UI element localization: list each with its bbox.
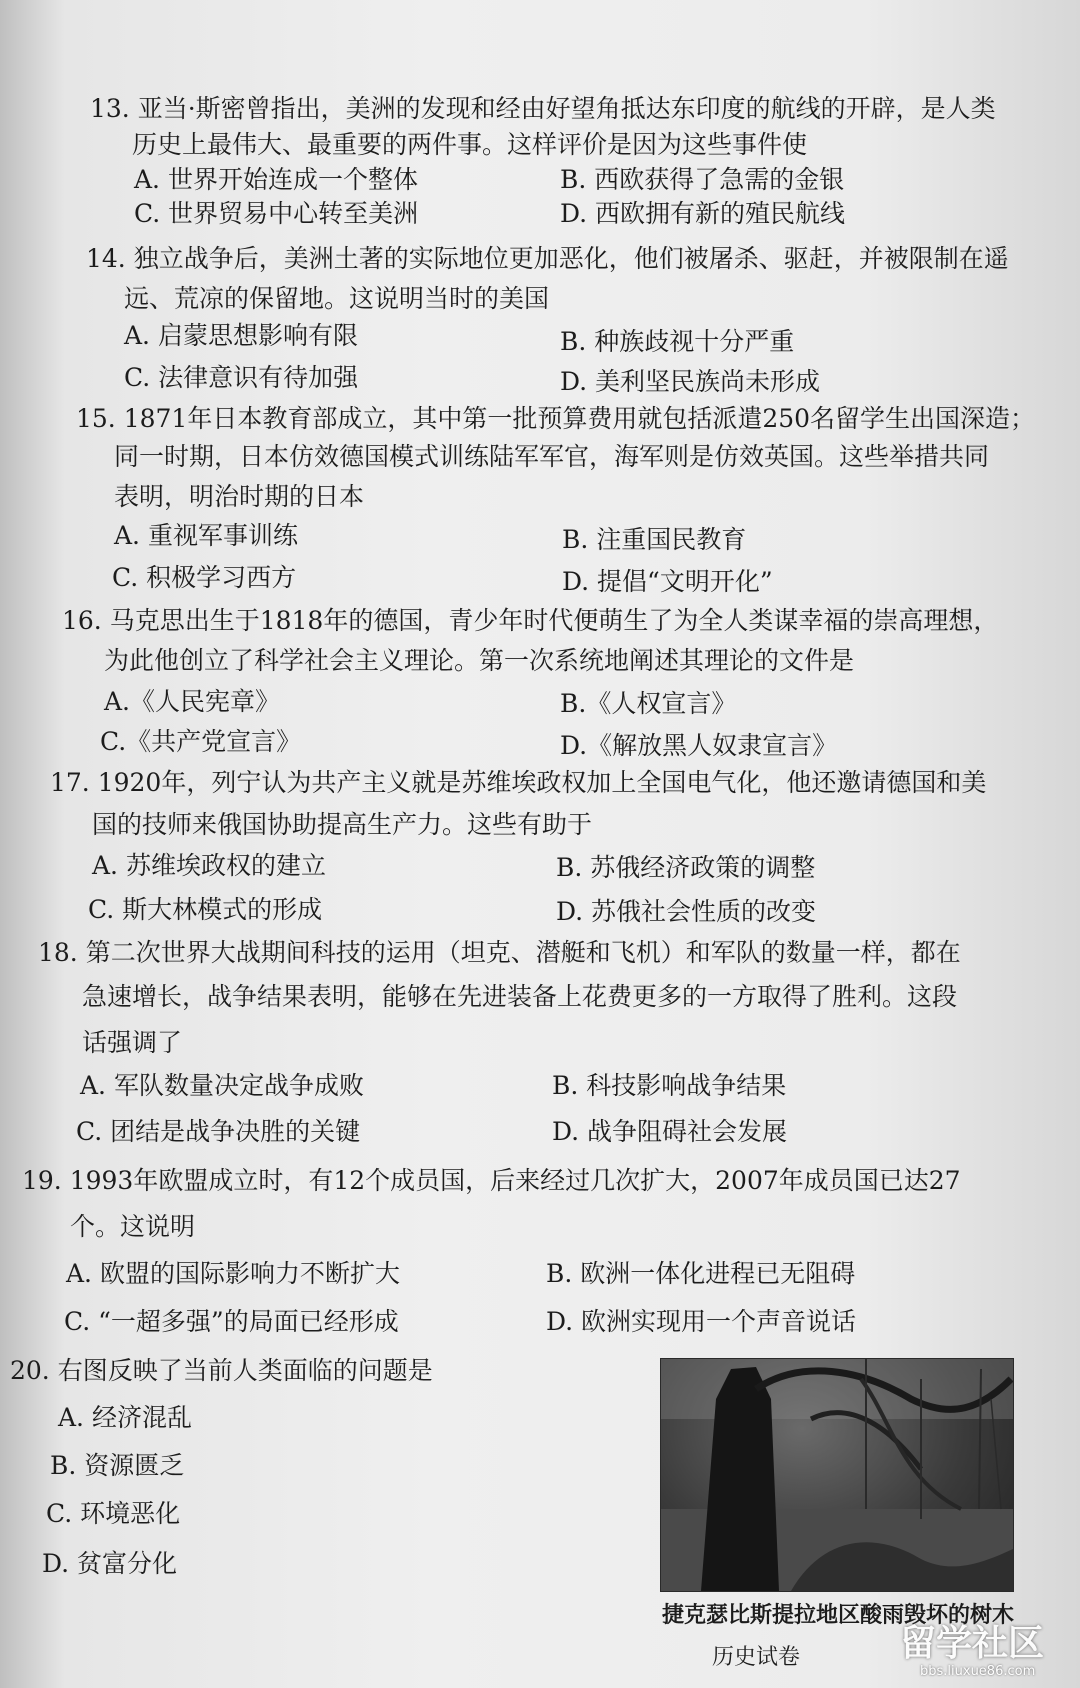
question-15-stem-line-3: 表明，明治时期的日本: [114, 482, 365, 511]
question-16-stem-line-1: 16. 马克思出生于1818年的德国，青少年时代便萌生了为全人类谋幸福的崇高理想，: [62, 606, 999, 635]
question-13-option-c: C. 世界贸易中心转至美洲: [134, 199, 419, 228]
question-17-option-a: A. 苏维埃政权的建立: [92, 851, 326, 880]
question-16-option-d: D.《解放黑人奴隶宣言》: [560, 731, 838, 760]
question-16-option-b: B.《人权宣言》: [560, 689, 737, 718]
question-20-option-c: C. 环境恶化: [46, 1499, 181, 1528]
question-15-option-c: C. 积极学习西方: [112, 563, 297, 592]
question-14-stem-line-1: 14. 独立战争后，美洲土著的实际地位更加恶化，他们被屠杀、驱赶，并被限制在遥: [86, 244, 1009, 273]
question-18-stem-line-1: 18. 第二次世界大战期间科技的运用（坦克、潜艇和飞机）和军队的数量一样，都在: [38, 938, 961, 967]
question-18-option-a: A. 军队数量决定战争成败: [80, 1071, 364, 1100]
question-19-stem-line-1: 19. 1993年欧盟成立时，有12个成员国，后来经过几次扩大，2007年成员国已达27: [22, 1166, 961, 1195]
question-15-stem-line-1: 15. 1871年日本教育部成立，其中第一批预算费用就包括派遣250名留学生出国深造；: [76, 404, 1036, 433]
question-20-option-b: B. 资源匮乏: [50, 1451, 185, 1480]
question-13-option-d: D. 西欧拥有新的殖民航线: [560, 199, 846, 228]
question-19-option-b: B. 欧洲一体化进程已无阻碍: [546, 1259, 856, 1288]
question-17-option-b: B. 苏俄经济政策的调整: [556, 853, 816, 882]
question-16-stem-line-2: 为此他创立了科学社会主义理论。第一次系统地阐述其理论的文件是: [104, 646, 855, 675]
question-18-stem-line-3: 话强调了: [82, 1028, 183, 1057]
question-20-option-a: A. 经济混乱: [58, 1403, 192, 1432]
question-17-stem-line-2: 国的技师来俄国协助提高生产力。这些有助于: [92, 810, 593, 839]
watermark-url: bbs.liuxue86.com: [920, 1664, 1036, 1679]
question-20-stem: 20. 右图反映了当前人类面临的问题是: [10, 1356, 433, 1385]
question-13-option-a: A. 世界开始连成一个整体: [134, 165, 418, 194]
question-15-option-d: D. 提倡“文明开化”: [562, 567, 773, 596]
question-14-option-a: A. 启蒙思想影响有限: [124, 321, 358, 350]
question-18-option-d: D. 战争阻碍社会发展: [552, 1117, 788, 1146]
question-19-option-d: D. 欧洲实现用一个声音说话: [546, 1307, 857, 1336]
question-18-stem-line-2: 急速增长，战争结果表明，能够在先进装备上花费更多的一方取得了胜利。这段: [82, 982, 958, 1011]
question-15-option-b: B. 注重国民教育: [562, 525, 747, 554]
question-16-option-a: A.《人民宪章》: [104, 687, 281, 716]
question-15-option-a: A. 重视军事训练: [114, 521, 298, 550]
page-footer: 历史试卷: [712, 1645, 801, 1670]
figure-caption: 捷克瑟比斯提拉地区酸雨毁坏的树木: [662, 1602, 1015, 1628]
question-17-option-d: D. 苏俄社会性质的改变: [556, 897, 817, 926]
question-18-option-c: C. 团结是战争决胜的关键: [76, 1117, 361, 1146]
question-17-stem-line-1: 17. 1920年，列宁认为共产主义就是苏维埃政权加上全国电气化，他还邀请德国和美: [50, 768, 987, 797]
question-14-option-c: C. 法律意识有待加强: [124, 363, 359, 392]
question-14-option-d: D. 美利坚民族尚未形成: [560, 367, 821, 396]
question-19-option-c: C. “一超多强”的局面已经形成: [64, 1307, 399, 1336]
question-16-option-c: C.《共产党宣言》: [100, 727, 302, 756]
tree-illustration: [661, 1359, 1013, 1591]
question-20-option-d: D. 贫富分化: [42, 1549, 178, 1578]
question-13-option-b: B. 西欧获得了急需的金银: [560, 165, 845, 194]
question-19-option-a: A. 欧盟的国际影响力不断扩大: [66, 1259, 400, 1288]
watermark-logo: 留学社区: [900, 1623, 1045, 1664]
question-17-option-c: C. 斯大林模式的形成: [88, 895, 323, 924]
question-15-stem-line-2: 同一时期，日本仿效德国模式训练陆军军官，海军则是仿效英国。这些举措共同: [114, 442, 990, 471]
question-13-stem-line-2: 历史上最伟大、最重要的两件事。这样评价是因为这些事件使: [132, 130, 808, 159]
question-18-option-b: B. 科技影响战争结果: [552, 1071, 787, 1100]
acid-rain-tree-photo: [660, 1358, 1014, 1592]
question-14-stem-line-2: 远、荒凉的保留地。这说明当时的美国: [124, 284, 550, 313]
question-13-stem-line-1: 13. 亚当·斯密曾指出，美洲的发现和经由好望角抵达东印度的航线的开辟，是人类: [90, 94, 996, 123]
question-19-stem-line-2: 个。这说明: [70, 1212, 196, 1241]
question-14-option-b: B. 种族歧视十分严重: [560, 327, 795, 356]
